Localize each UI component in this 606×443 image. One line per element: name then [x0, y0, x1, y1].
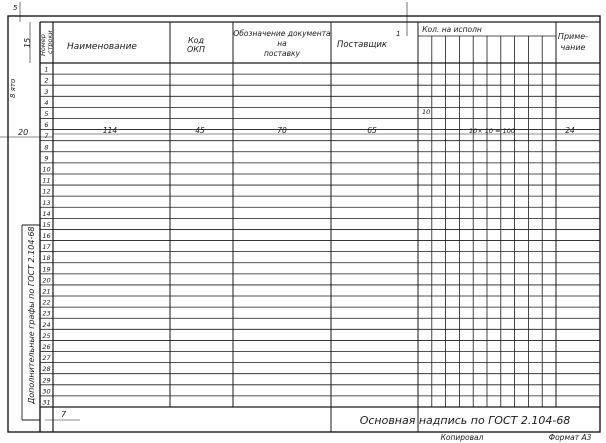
dim-supplier-width: 65 — [367, 126, 377, 135]
dim-code-width: 45 — [195, 126, 205, 135]
row-number: 12 — [42, 187, 51, 196]
header-document-line3: поставку — [264, 49, 300, 58]
footer-format: Формат А3 — [548, 433, 592, 442]
dim-bottom-gap: 7 — [61, 410, 67, 419]
row-number: 9 — [44, 154, 49, 163]
row-number: 16 — [42, 232, 51, 241]
header-name: Наименование — [67, 42, 137, 52]
row-number: 26 — [42, 343, 51, 352]
row-number: 1 — [44, 65, 49, 74]
header-document-line1: Обозначение документа — [233, 29, 331, 38]
header-quantity: Кол. на исполн — [422, 25, 482, 34]
row-number: 13 — [42, 198, 51, 207]
row-number: 31 — [42, 398, 51, 407]
row-number: 11 — [42, 176, 51, 185]
row-number: 23 — [42, 309, 51, 318]
row-number: 19 — [42, 265, 51, 274]
row-number: 18 — [42, 254, 51, 263]
row-number: 6 — [44, 121, 49, 130]
row-number-header-line1: Номер — [39, 34, 47, 56]
dim-header-height: 15 — [23, 37, 32, 48]
row-number-header — [39, 30, 54, 56]
dim-name-width: 114 — [102, 126, 118, 135]
row-number: 15 — [42, 220, 51, 229]
dim-left-margin: 20 — [18, 128, 29, 137]
dim-row-gap: 10 — [422, 108, 431, 116]
dim-row-marker: 1 — [396, 30, 401, 38]
row-number: 10 — [42, 165, 51, 174]
row-number: 7 — [44, 132, 49, 141]
header-code-line2: ОКП — [187, 45, 205, 54]
row-number: 29 — [42, 376, 51, 385]
side-label-extra-columns: Дополнительные графы по ГОСТ 2.104-68 — [27, 226, 36, 404]
row-number: 20 — [42, 276, 51, 285]
row-number: 5 — [44, 109, 49, 118]
row-number: 24 — [42, 320, 51, 329]
dim-doc-width: 70 — [277, 126, 287, 135]
row-numbers — [42, 66, 51, 407]
row-number: 17 — [42, 243, 51, 252]
row-number: 3 — [44, 87, 49, 96]
row-number: 27 — [42, 354, 51, 363]
header-supplier: Поставщик — [336, 40, 388, 50]
dim-top-margin: 5 — [13, 4, 18, 12]
header-note-line1: Приме- — [557, 32, 589, 41]
row-number: 28 — [42, 365, 51, 374]
sheet-frame — [8, 16, 600, 432]
row-number: 22 — [42, 298, 51, 307]
header-note-line2: чание — [560, 43, 586, 52]
side-label-vto: 8 ято — [9, 78, 17, 98]
row-number: 25 — [42, 331, 51, 340]
row-lines — [40, 74, 600, 396]
header-code-line1: Код — [187, 36, 205, 45]
header-document-line2: на — [277, 39, 287, 48]
row-number-header-line2: строки — [46, 30, 54, 54]
dim-qty-width: 10× 10 = 100 — [468, 127, 516, 135]
row-number: 8 — [44, 143, 49, 152]
row-number: 4 — [44, 98, 49, 107]
row-number: 14 — [42, 209, 51, 218]
dim-note-width: 24 — [565, 126, 575, 135]
row-number: 2 — [44, 76, 49, 85]
row-number: 21 — [42, 287, 51, 296]
footer-copied: Копировал — [440, 433, 484, 442]
stamp-text: Основная надпись по ГОСТ 2.104-68 — [359, 414, 571, 427]
row-number: 30 — [42, 387, 51, 396]
